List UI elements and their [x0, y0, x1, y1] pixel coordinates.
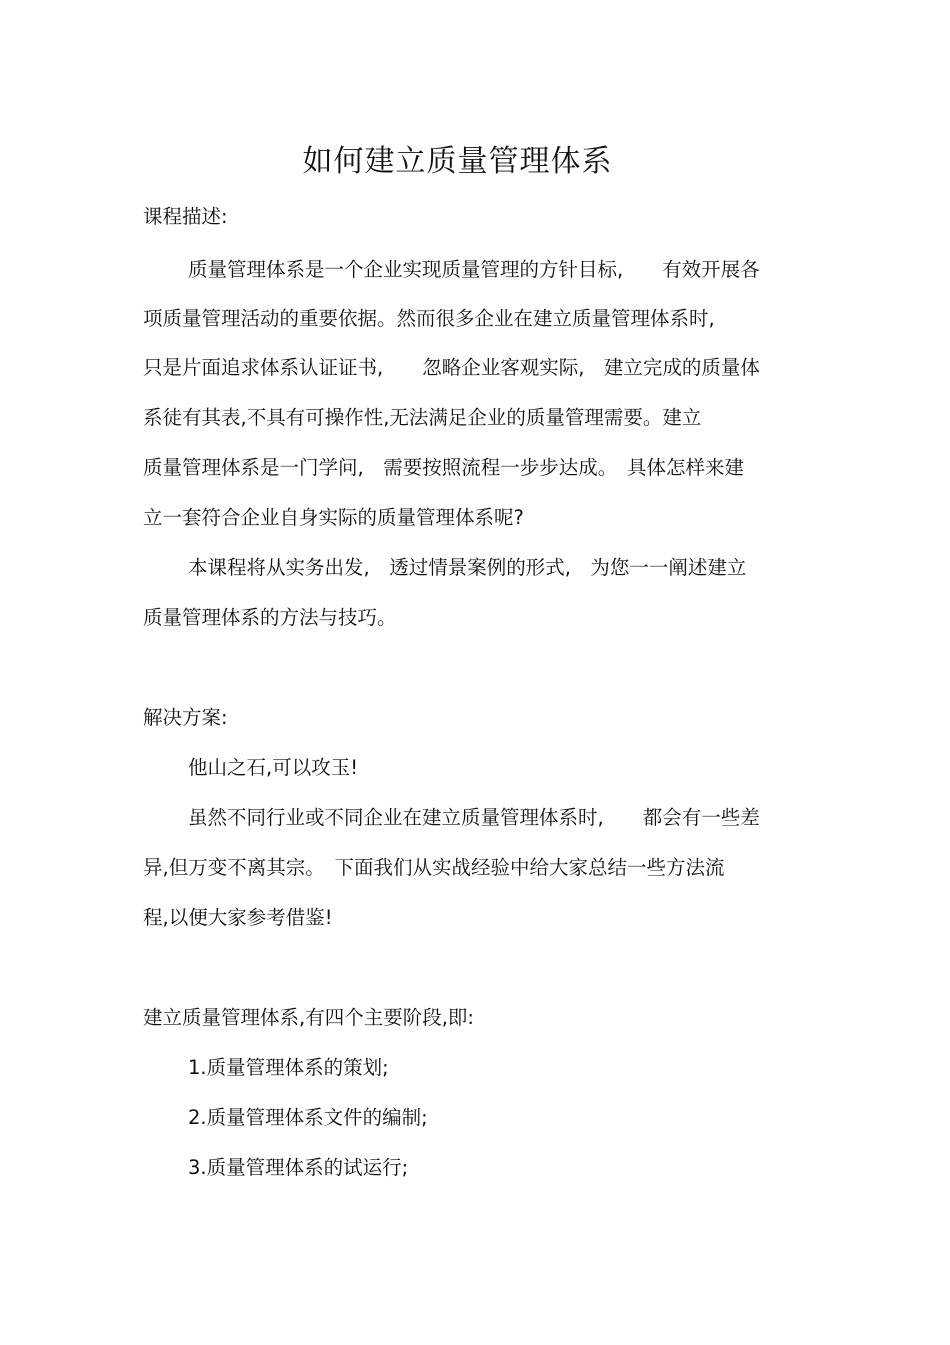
paragraph-line: 项质量管理活动的重要依据。然而很多企业在建立质量管理体系时, [143, 307, 715, 330]
paragraph-line: 异,但万变不离其宗。 下面我们从实战经验中给大家总结一些方法流 [143, 856, 725, 879]
list-item: 1.质量管理体系的策划; [188, 1056, 389, 1079]
paragraph-line: 建立质量管理体系,有四个主要阶段,即: [143, 1006, 474, 1029]
paragraph-line: 本课程将从实务出发, 透过情景案例的形式, 为您一一阐述建立 [188, 556, 747, 579]
paragraph-line: 他山之石,可以攻玉! [188, 756, 359, 779]
list-item: 2.质量管理体系文件的编制; [188, 1106, 428, 1129]
list-item: 3.质量管理体系的试运行; [188, 1156, 409, 1179]
paragraph-line: 质量管理体系的方法与技巧。 [143, 606, 397, 629]
document-title: 如何建立质量管理体系 [302, 144, 613, 179]
section-heading-solution: 解决方案: [143, 706, 228, 729]
paragraph-line: 虽然不同行业或不同企业在建立质量管理体系时, 都会有一些差 [188, 806, 760, 829]
paragraph-line: 立一套符合企业自身实际的质量管理体系呢? [143, 506, 524, 529]
paragraph-line: 系徒有其表,不具有可操作性,无法满足企业的质量管理需要。建立 [143, 406, 702, 429]
paragraph-line: 质量管理体系是一门学问, 需要按照流程一步步达成。 具体怎样来建 [143, 456, 744, 479]
section-heading-course-description: 课程描述: [143, 205, 228, 228]
paragraph-line: 只是片面追求体系认证证书, 忽略企业客观实际, 建立完成的质量体 [143, 356, 760, 379]
paragraph-line: 质量管理体系是一个企业实现质量管理的方针目标, 有效开展各 [188, 258, 760, 281]
paragraph-line: 程,以便大家参考借鉴! [143, 906, 333, 929]
